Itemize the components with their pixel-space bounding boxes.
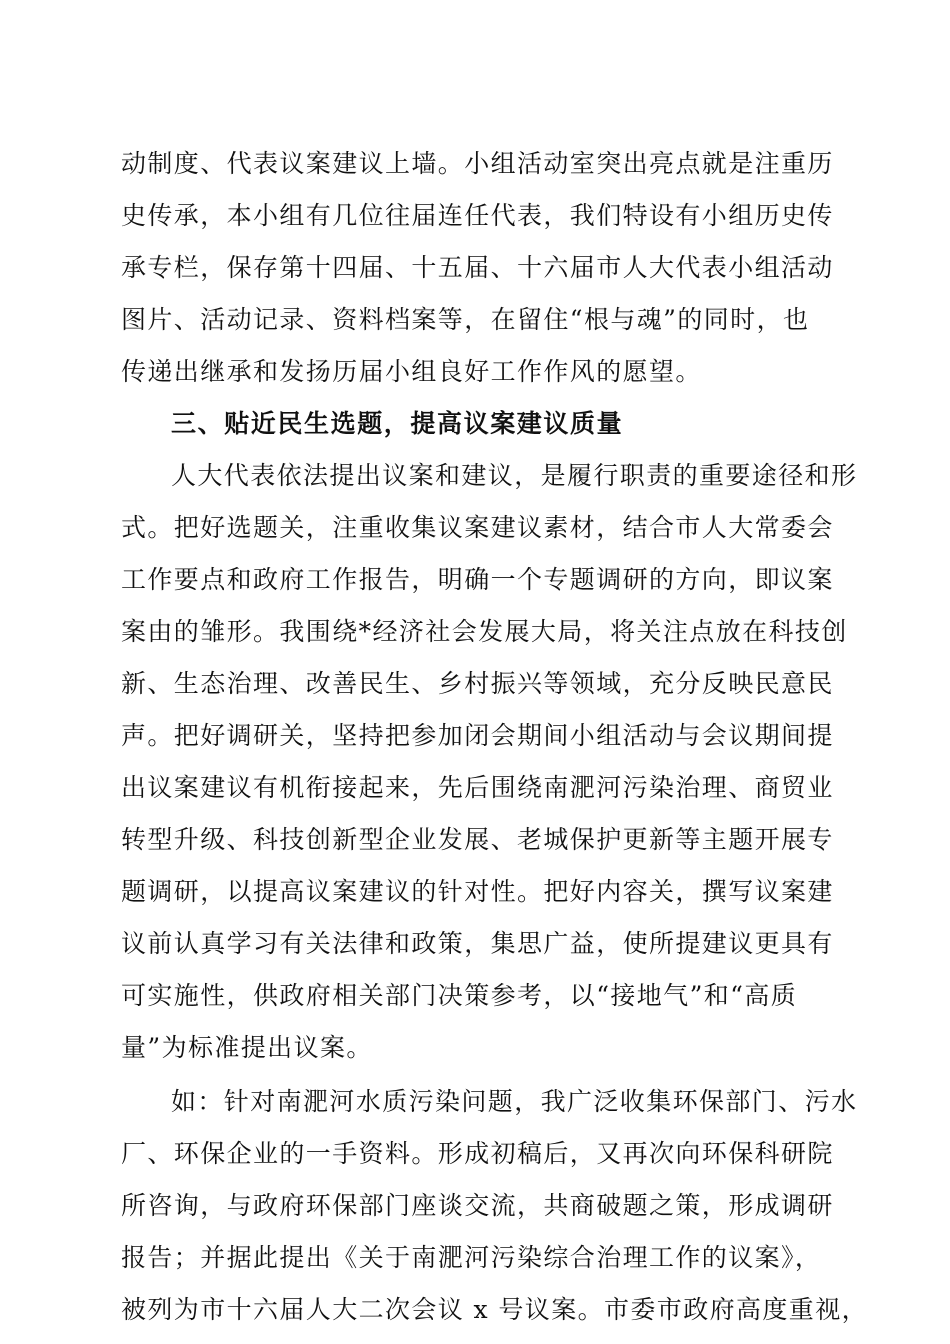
body-text-line: 新、生态治理、改善民生、乡村振兴等领域，充分反映民意民 [121,669,834,698]
body-text-line: 厂、环保企业的一手资料。形成初稿后，又再次向环保科研院 [121,1139,834,1168]
body-text-line: 声。把好调研关，坚持把参加闭会期间小组活动与会议期间提 [121,721,834,750]
body-text-line: 报告；并据此提出《关于南淝河污染综合治理工作的议案》， [121,1243,822,1272]
body-text-line: 题调研，以提高议案建议的针对性。把好内容关，撰写议案建 [121,877,834,906]
body-text-line: 出议案建议有机衔接起来，先后围绕南淝河污染治理、商贸业 [121,773,834,802]
body-text-line: 动制度、代表议案建议上墙。小组活动室突出亮点就是注重历 [121,149,834,178]
section-heading: 三、贴近民生选题，提高议案建议质量 [171,409,624,438]
body-text-line: 式。把好选题关，注重收集议案建议素材，结合市人大常委会 [121,513,834,542]
body-text-line: 史传承，本小组有几位往届连任代表，我们特设有小组历史传 [121,201,834,230]
body-text-line: 议前认真学习有关法律和政策，集思广益，使所提建议更具有 [121,929,834,958]
body-text-line: 转型升级、科技创新型企业发展、老城保护更新等主题开展专 [121,825,834,854]
body-text-line: 如：针对南淝河水质污染问题，我广泛收集环保部门、污水 [171,1087,858,1116]
body-text-line: 所咨询，与政府环保部门座谈交流，共商破题之策，形成调研 [121,1191,834,1220]
body-text-line: 人大代表依法提出议案和建议，是履行职责的重要途径和形 [171,461,858,490]
body-text-line: 案由的雏形。我围绕*经济社会发展大局，将关注点放在科技创 [121,617,848,646]
body-text-line: 被列为市十六届人大二次会议 x 号议案。市委市政府高度重视， [121,1295,868,1324]
body-text-line: 工作要点和政府工作报告，明确一个专题调研的方向，即议案 [121,565,834,594]
body-text-line: 可实施性，供政府相关部门决策参考，以“接地气”和“高质 [121,981,798,1010]
body-text-line: 图片、活动记录、资料档案等，在留住“根与魂”的同时，也 [121,305,810,334]
body-text-line: 量”为标准提出议案。 [121,1033,373,1062]
body-text-line: 传递出继承和发扬历届小组良好工作作风的愿望。 [121,357,702,386]
body-text-line: 承专栏，保存第十四届、十五届、十六届市人大代表小组活动 [121,253,834,282]
